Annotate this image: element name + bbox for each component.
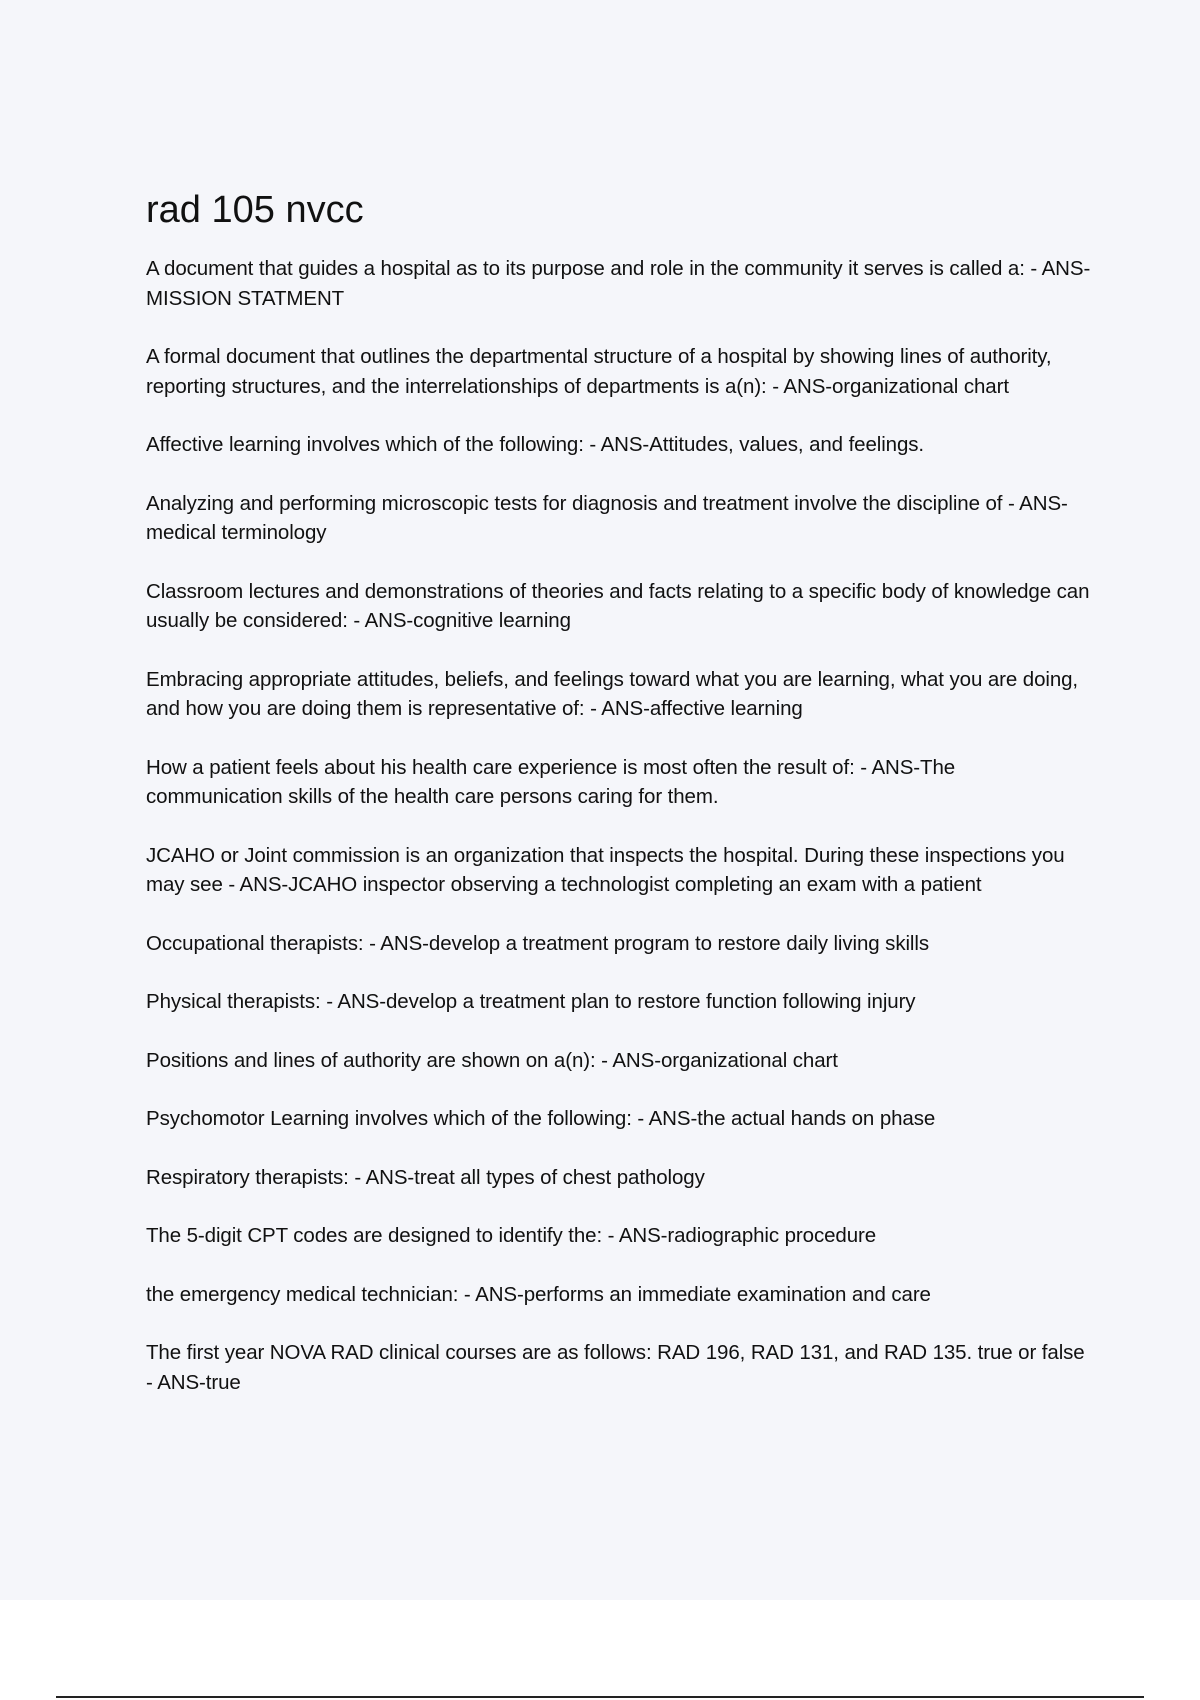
qa-item: Positions and lines of authority are shown on a(n): - ANS-organizational chart: [146, 1048, 838, 1072]
qa-item: Classroom lectures and demonstrations of theories and facts relating to a specific body of knowledge can usually be considered: - ANS-cognitive learning: [146, 579, 1090, 632]
qa-item: JCAHO or Joint commission is an organization that inspects the hospital. During these inspections you may see - ANS-JCAHO inspector observing a technologist completing an exam with a patient: [146, 843, 1065, 896]
qa-item: Embracing appropriate attitudes, beliefs, and feelings toward what you are learning, what you are doing, and how you are doing them is representative of: - ANS-affective learning: [146, 667, 1079, 720]
qa-item: Physical therapists: - ANS-develop a treatment plan to restore function following injury: [146, 990, 916, 1013]
document-title: rad 105 nvcc: [146, 189, 364, 231]
bottom-divider: [56, 1696, 1144, 1698]
qa-item: How a patient feels about his health care experience is most often the result of: - ANS-The communication skills of the health care persons caring for them.: [146, 755, 956, 808]
qa-item: Affective learning involves which of the following: - ANS-Attitudes, values, and feelings.: [146, 433, 925, 456]
qa-item: the emergency medical technician: - ANS-performs an immediate examination and care: [146, 1282, 931, 1306]
qa-item: Analyzing and performing microscopic tests for diagnosis and treatment involve the discipline of - ANS-medical terminology: [146, 491, 1068, 544]
qa-item: The first year NOVA RAD clinical courses are as follows: RAD 196, RAD 131, and RAD 135. true or false - ANS-true: [146, 1341, 1085, 1394]
document-body: [146, 186, 1096, 1426]
qa-item: The 5-digit CPT codes are designed to identify the: - ANS-radiographic procedure: [146, 1224, 877, 1247]
qa-item: Psychomotor Learning involves which of the following: - ANS-the actual hands on phase: [146, 1107, 936, 1130]
qa-item: Respiratory therapists: - ANS-treat all types of chest pathology: [146, 1165, 705, 1189]
qa-item: A formal document that outlines the departmental structure of a hospital by showing lines of authority, reporting structures, and the interrelationships of departments is a(n): - ANS-organizational chart: [146, 345, 1052, 398]
qa-item: A document that guides a hospital as to its purpose and role in the community it serves is called a: - ANS-MISSION STATMENT: [146, 257, 1091, 310]
qa-item: Occupational therapists: - ANS-develop a treatment program to restore daily living skills: [146, 931, 929, 955]
